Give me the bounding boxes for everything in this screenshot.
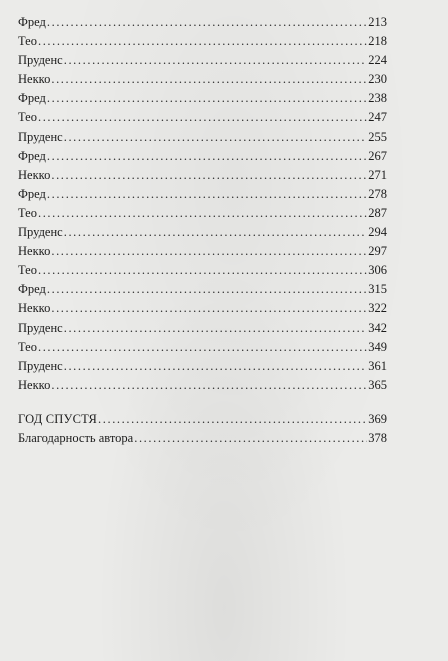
toc-section-title: Благодарность автора — [18, 430, 134, 445]
toc-entry — [18, 89, 387, 108]
toc-entry — [18, 108, 387, 127]
dot-leader — [64, 51, 368, 70]
dot-leader — [51, 70, 367, 89]
dot-leader — [51, 242, 367, 261]
toc-entry-title: Пруденс — [18, 53, 63, 68]
dot-leader — [47, 89, 367, 108]
toc-entry-title: Пруденс — [18, 358, 63, 373]
toc-entry — [18, 319, 387, 338]
toc-entry — [18, 299, 387, 318]
toc-entry-title: Тео — [18, 263, 37, 278]
toc-entry-page: 267 — [368, 148, 387, 163]
toc-entry-title: Фред — [18, 148, 46, 163]
toc-entry — [18, 204, 387, 223]
toc-entry — [18, 128, 387, 147]
toc-entry-page: 255 — [368, 129, 387, 144]
toc-entry-title: Некко — [18, 301, 51, 316]
toc-entry-page: 278 — [368, 186, 387, 201]
dot-leader — [64, 357, 368, 376]
dot-leader — [51, 166, 367, 185]
toc-entry-title: Некко — [18, 72, 51, 87]
toc-entry-page: 297 — [368, 244, 387, 259]
toc-entry-page: 287 — [368, 205, 387, 220]
toc-entry-page: 224 — [368, 53, 387, 68]
dot-leader — [47, 13, 367, 32]
toc-section-page: 378 — [368, 430, 387, 445]
toc-entry-page: 315 — [368, 282, 387, 297]
toc-entry-title: Тео — [18, 110, 37, 125]
dot-leader — [47, 147, 367, 166]
toc-entry-title: Фред — [18, 15, 46, 29]
toc-section-entry — [18, 429, 387, 448]
toc-entry-page: 213 — [368, 15, 387, 29]
table-of-contents — [18, 13, 387, 448]
toc-entry — [18, 32, 387, 51]
toc-entry-page: 294 — [368, 225, 387, 240]
toc-entry-title: Пруденс — [18, 129, 63, 144]
toc-entry-title: Тео — [18, 205, 37, 220]
dot-leader — [47, 185, 367, 204]
section-spacer — [18, 395, 387, 410]
toc-entry-title: Тео — [18, 34, 37, 49]
dot-leader — [38, 261, 367, 280]
toc-entry-title: Некко — [18, 244, 51, 259]
dot-leader — [38, 32, 367, 51]
toc-entry — [18, 280, 387, 299]
toc-entry — [18, 185, 387, 204]
toc-entry-page: 306 — [368, 263, 387, 278]
toc-entry-title: Тео — [18, 339, 37, 354]
toc-entry-page: 247 — [368, 110, 387, 125]
toc-entry — [18, 51, 387, 70]
toc-entry-page: 361 — [368, 358, 387, 373]
dot-leader — [134, 429, 367, 448]
toc-entry — [18, 223, 387, 242]
toc-entry-title: Некко — [18, 167, 51, 182]
dot-leader — [38, 204, 367, 223]
dot-leader — [64, 128, 368, 147]
toc-entry — [18, 147, 387, 166]
toc-entry — [18, 357, 387, 376]
toc-entry — [18, 70, 387, 89]
toc-entry-page: 218 — [368, 34, 387, 49]
toc-entry-page: 365 — [368, 377, 387, 392]
toc-entry-title: Пруденс — [18, 225, 63, 240]
toc-entry-page: 238 — [368, 91, 387, 106]
toc-entry-title: Фред — [18, 91, 46, 106]
dot-leader — [51, 376, 367, 395]
toc-entry-page: 230 — [368, 72, 387, 87]
dot-leader — [47, 280, 367, 299]
toc-entry — [18, 166, 387, 185]
toc-section-entry — [18, 410, 387, 429]
toc-entry — [18, 242, 387, 261]
toc-entry-page: 271 — [368, 167, 387, 182]
toc-entry — [18, 376, 387, 395]
toc-entry-page: 322 — [368, 301, 387, 316]
toc-entry-title: Фред — [18, 186, 46, 201]
toc-section-page: 369 — [368, 411, 387, 426]
toc-entry — [18, 13, 387, 32]
toc-entry — [18, 338, 387, 357]
dot-leader — [38, 108, 367, 127]
toc-entry-page: 349 — [368, 339, 387, 354]
toc-entry — [18, 261, 387, 280]
toc-entry-title: Некко — [18, 377, 51, 392]
dot-leader — [64, 223, 368, 242]
toc-entry-page: 342 — [368, 320, 387, 335]
dot-leader — [98, 410, 367, 429]
toc-entry-title: Фред — [18, 282, 46, 297]
dot-leader — [51, 299, 367, 318]
dot-leader — [64, 319, 368, 338]
toc-section-title: ГОД СПУСТЯ — [18, 411, 98, 426]
dot-leader — [38, 338, 367, 357]
toc-entry-title: Пруденс — [18, 320, 63, 335]
